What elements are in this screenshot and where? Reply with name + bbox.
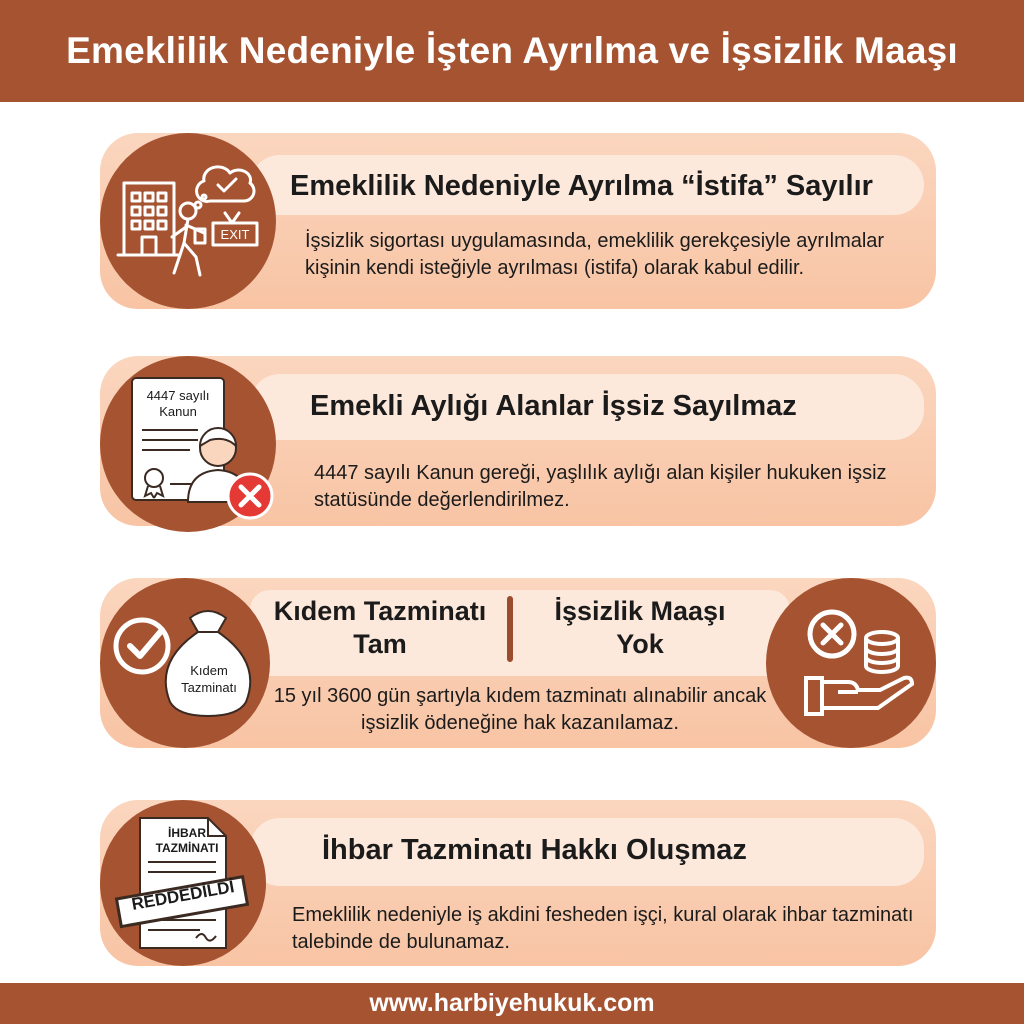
law-name-label: Kanun	[159, 404, 197, 419]
severance-title: Kıdem Tazminatı Tam	[273, 596, 487, 659]
card-body: Emeklilik nedeniyle iş akdini fesheden işçi, kural olarak ihbar tazminatı talebinde de bulunamaz.	[292, 904, 914, 953]
money-bag-check-icon	[100, 578, 270, 748]
footer-bar	[0, 983, 1024, 1024]
unemployment-title: İşsizlik Maaşı Yok	[554, 596, 726, 659]
card-body: İşsizlik sigortası uygulamasında, emeklilik gerekçesiyle ayrılmalar kişinin kendi isteğiyle ayrılması (istifa) olarak kabul edilir.	[305, 230, 885, 279]
title-divider	[507, 596, 513, 662]
card-title: İhbar Tazminatı Hakkı Oluşmaz	[322, 834, 747, 866]
card-body: 15 yıl 3600 gün şartıyla kıdem tazminatı alınabilir ancak işsizlik ödeneğine hak kazanılamaz.	[273, 685, 767, 734]
header-bar	[0, 0, 1024, 102]
card-title: Emeklilik Nedeniyle Ayrılma “İstifa” Sayılır	[290, 170, 873, 202]
footer-url[interactable]: www.harbiyehukuk.com	[369, 989, 655, 1017]
law-document-person-icon	[100, 356, 276, 532]
card-body: 4447 sayılı Kanun gereği, yaşlılık aylığı alan kişiler hukuken işsiz statüsünde değerlendirilmez.	[314, 462, 887, 511]
card-retirement-resignation	[100, 133, 936, 309]
leaving-office-icon	[100, 133, 276, 309]
exit-sign-label: EXIT	[220, 227, 250, 242]
card-severance-vs-unemployment	[100, 578, 936, 748]
money-bag-label: Kıdem Tazminatı	[181, 663, 237, 695]
notice-doc-label: İHBAR TAZMİNATI	[155, 826, 219, 855]
law-number-label: 4447 sayılı	[146, 388, 210, 403]
card-pensioners-not-unemployed	[100, 356, 936, 526]
card-notice-pay	[100, 800, 936, 966]
rejected-document-icon	[100, 800, 266, 966]
hand-coins-cross-icon	[766, 578, 936, 748]
card-title: Emekli Aylığı Alanlar İşsiz Sayılmaz	[310, 390, 797, 422]
rejected-stamp: REDDEDİLDİ	[130, 877, 236, 914]
page-title: Emeklilik Nedeniyle İşten Ayrılma ve İşsizlik Maaşı	[66, 30, 958, 71]
